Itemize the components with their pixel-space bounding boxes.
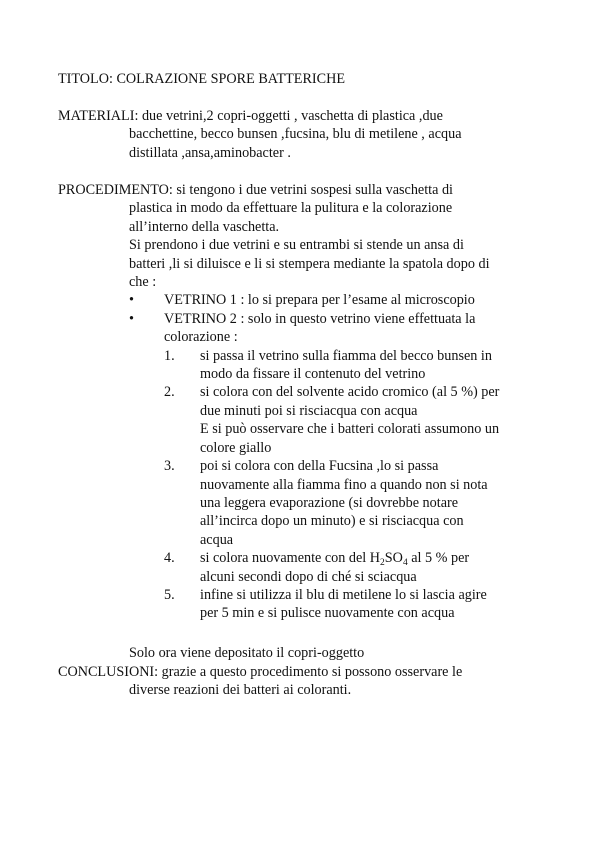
step-text: una leggera evaporazione (si dovrebbe notare xyxy=(200,494,459,511)
document-title: TITOLO: COLRAZIONE SPORE BATTERICHE xyxy=(58,71,346,87)
step-text: per 5 min e si pulisce nuovamente con acqua xyxy=(200,605,455,622)
step-text-part: si colora nuovamente con del H xyxy=(200,550,381,567)
step-item xyxy=(164,347,548,384)
conclusioni-label: CONCLUSIONI: xyxy=(58,664,159,680)
materiali-text: due vetrini,2 copri-oggetti , vaschetta di plastica ,due xyxy=(141,108,443,124)
procedimento-line: che : xyxy=(129,274,157,291)
section-conclusioni xyxy=(58,663,548,700)
step-item xyxy=(164,383,548,457)
subscript: 2 xyxy=(380,558,385,569)
list-item-vetrino-2 xyxy=(129,310,548,623)
steps-list xyxy=(164,347,548,623)
step-text: E si può osservare che i batteri colorati assumono un xyxy=(200,421,500,438)
vetrini-list xyxy=(129,291,548,622)
vetrino-2-text: colorazione : xyxy=(164,329,238,346)
final-note: Solo ora viene depositato il copri-oggetto xyxy=(129,645,365,661)
materiali-line: distillata ,ansa,aminobacter . xyxy=(129,144,291,161)
step-text: si colora con del solvente acido cromico (al 5 %) per xyxy=(200,384,500,401)
step-text: due minuti poi si risciacqua con acqua xyxy=(200,402,418,419)
procedimento-line: batteri ,li si diluisce e li si stempera mediante la spatola dopo di xyxy=(129,255,490,272)
bullet-icon: • xyxy=(129,310,134,327)
step-text: alcuni secondi dopo di ché si sciacqua xyxy=(200,568,417,585)
step-text: si passa il vetrino sulla fiamma del becco bunsen in xyxy=(200,347,492,364)
materiali-first-line xyxy=(58,107,548,125)
step-text-part: al 5 % per xyxy=(407,550,470,567)
vetrino-2-text: VETRINO 2 : solo in questo vetrino viene effettuata la xyxy=(164,310,476,327)
step-text: acqua xyxy=(200,531,234,548)
step-text: poi si colora con della Fucsina ,lo si passa xyxy=(200,458,439,475)
materiali-label: MATERIALI: xyxy=(58,108,139,124)
procedimento-line: Si prendono i due vetrini e su entrambi si stende un ansa di xyxy=(129,237,464,254)
step-number: 4. xyxy=(164,550,175,567)
procedimento-first-line xyxy=(58,181,548,199)
step-item xyxy=(164,549,548,586)
step-text: colore giallo xyxy=(200,439,272,456)
step-text-part: SO xyxy=(384,550,403,567)
conclusioni-line: diverse reazioni dei batteri ai coloranti. xyxy=(129,682,352,699)
procedimento-line: all’interno della vaschetta. xyxy=(129,218,280,235)
step-number: 3. xyxy=(164,458,175,475)
procedimento-text: si tengono i due vetrini sospesi sulla vaschetta di xyxy=(176,182,453,198)
section-procedimento xyxy=(58,181,548,623)
step-text: nuovamente alla fiamma fino a quando non si nota xyxy=(200,476,488,493)
list-item-vetrino-1 xyxy=(129,291,548,309)
step-number: 2. xyxy=(164,384,175,401)
procedimento-line: plastica in modo da effettuare la pulitura e la colorazione xyxy=(129,200,453,217)
vetrino-1-text: VETRINO 1 : lo si prepara per l’esame al microscopio xyxy=(164,292,475,309)
procedimento-label: PROCEDIMENTO: xyxy=(58,182,173,198)
step-text: all’incirca dopo un minuto) e si risciacqua con xyxy=(200,513,464,530)
step-text: modo da fissare il contenuto del vetrino xyxy=(200,366,426,383)
step-text: infine si utilizza il blu di metilene lo si lascia agire xyxy=(200,586,487,603)
conclusioni-first-line xyxy=(58,663,548,681)
step-text-formula xyxy=(200,549,548,567)
step-item xyxy=(164,586,548,623)
step-number: 1. xyxy=(164,347,175,364)
step-number: 5. xyxy=(164,586,175,603)
section-materiali xyxy=(58,107,548,162)
bullet-icon: • xyxy=(129,292,134,309)
materiali-line: bacchettine, becco bunsen ,fucsina, blu di metilene , acqua xyxy=(129,126,462,143)
subscript: 4 xyxy=(402,558,408,569)
step-item xyxy=(164,457,548,549)
conclusioni-text: grazie a questo procedimento si possono osservare le xyxy=(161,664,463,680)
